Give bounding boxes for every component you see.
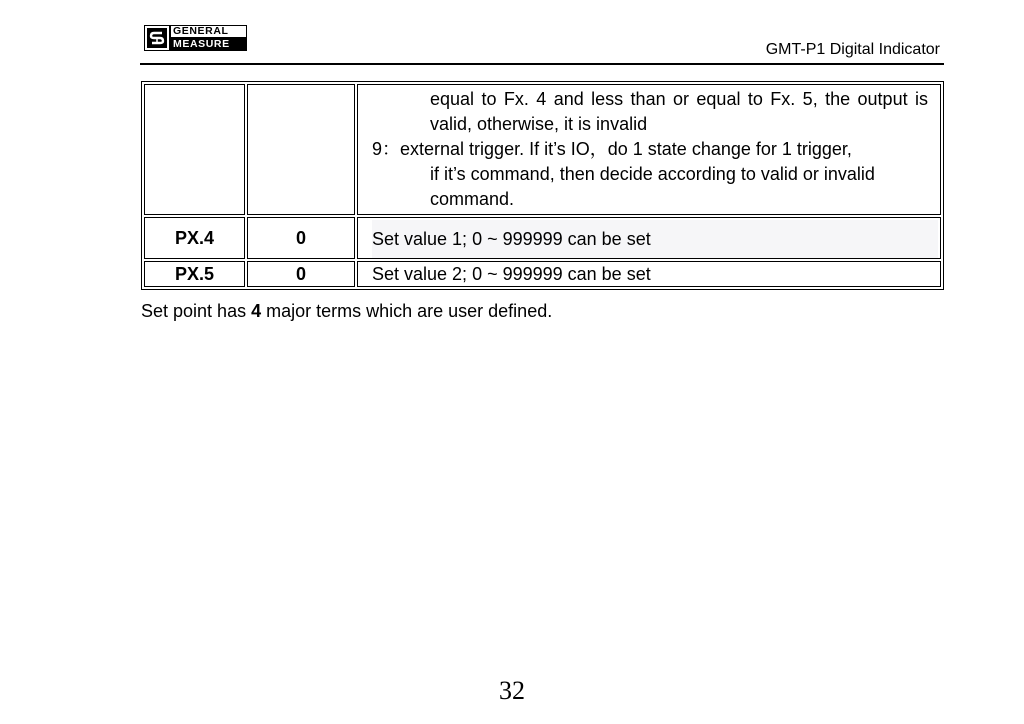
description-cell — [357, 217, 941, 259]
page-number: 32 — [499, 676, 525, 705]
header-divider — [140, 63, 944, 65]
item-text: external trigger. If it’s IO，do 1 state change for 1 trigger, — [400, 139, 852, 159]
item-text-continued: if it’s command, then decide according to valid or invalid command. — [430, 164, 875, 209]
parameter-table — [141, 81, 944, 290]
description-text: Set value 1; 0 ~ 999999 can be set — [372, 220, 938, 258]
default-cell: 0 — [247, 217, 355, 259]
gm-logo-icon — [144, 25, 170, 51]
description-cell: Set value 2; 0 ~ 999999 can be set — [357, 261, 941, 287]
note-text-end: major terms which are user defined. — [261, 301, 553, 321]
document-title: GMT-P1 Digital Indicator — [765, 41, 940, 58]
note-count: 4 — [251, 301, 262, 321]
default-cell — [247, 84, 355, 215]
logo-text-general: GENERAL — [170, 25, 247, 38]
setpoint-note — [141, 301, 552, 322]
code-cell: PX.4 — [144, 217, 245, 259]
table-row — [144, 84, 941, 215]
item-number: 9： — [372, 139, 401, 159]
code-cell — [144, 84, 245, 215]
brand-logo — [144, 25, 248, 51]
description-text: equal to Fx. 4 and less than or equal to Fx. 5, the output is valid, otherwise, it is invalid — [430, 89, 928, 134]
logo-text-measure: MEASURE — [170, 38, 247, 51]
description-cell — [357, 84, 941, 215]
table-row — [144, 261, 941, 287]
list-item — [372, 137, 928, 162]
table-row — [144, 217, 941, 259]
default-cell: 0 — [247, 261, 355, 287]
note-text-start: Set point has — [141, 301, 252, 321]
code-cell: PX.5 — [144, 261, 245, 287]
